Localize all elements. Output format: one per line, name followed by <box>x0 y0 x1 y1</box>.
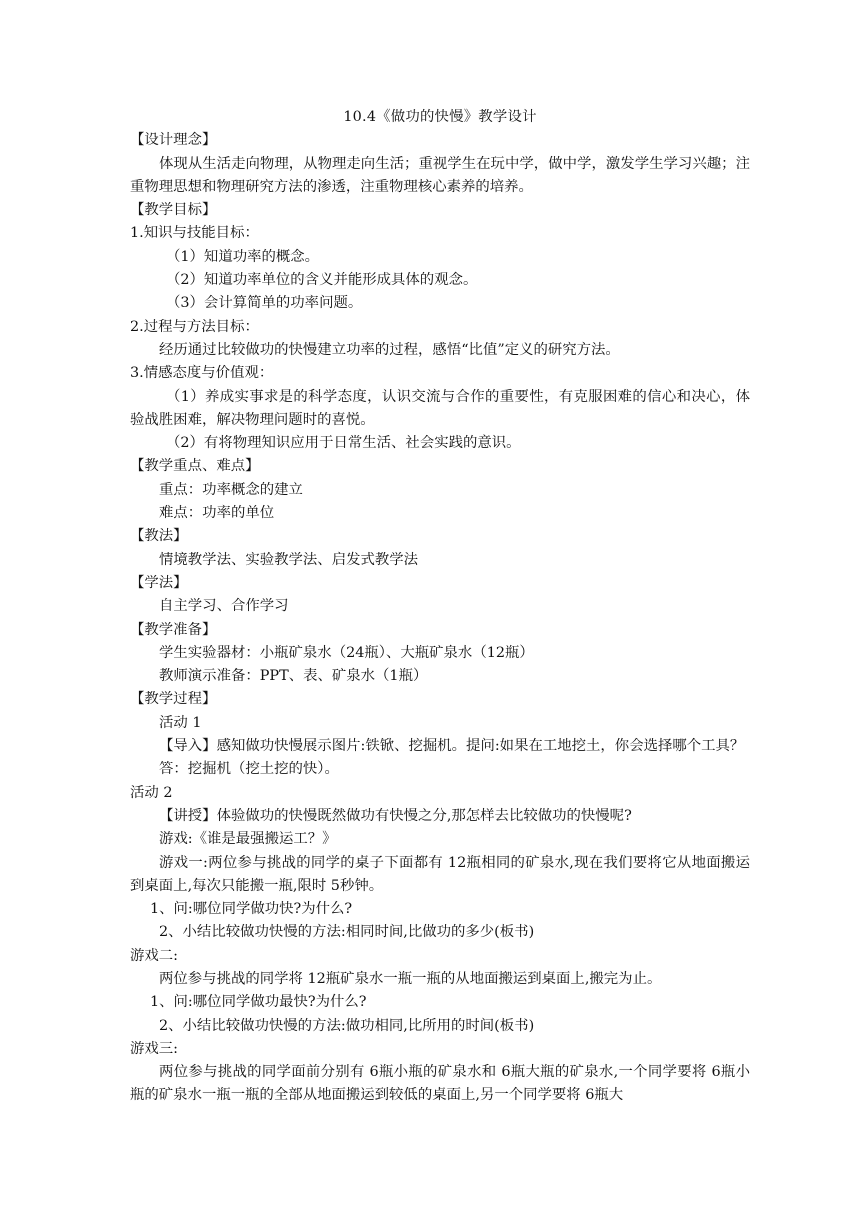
text-line: 2、小结比较做功快慢的方法:相同时间,比做功的多少(板书) <box>159 924 535 941</box>
text-line: 活动 2 <box>130 784 173 801</box>
section-heading: 【教学过程】 <box>130 691 217 708</box>
text-line: （3）会计算简单的功率问题。 <box>166 295 363 312</box>
text-line: 【导入】感知做功快慢展示图片:铁锨、挖掘机。提问:如果在工地挖土，你会选择哪个工具？ <box>159 738 745 755</box>
text-line: 游戏:《谁是最强搬运工？》 <box>159 831 337 848</box>
text-line: 自主学习、合作学习 <box>159 598 289 615</box>
text-line: 2、小结比较做功快慢的方法:做功相同,比所用的时间(板书) <box>159 1017 535 1034</box>
text-line: 1、问:哪位同学做功最快?为什么? <box>150 994 367 1011</box>
text-line: 体现从生活走向物理，从物理走向生活；重视学生在玩中学，做中学，激发学生学习兴趣；注重物理思想和物理研究方法的渗透，注重物理核心素养的培养。 <box>130 155 750 195</box>
text-line: 难点：功率的单位 <box>159 505 275 522</box>
section-heading: 【设计理念】 <box>130 132 217 149</box>
text-line: 经历通过比较做功的快慢建立功率的过程，感悟“比值”定义的研究方法。 <box>159 341 620 358</box>
text-line: 1.知识与技能目标： <box>130 225 259 242</box>
text-line: 游戏一:两位参与挑战的同学的桌子下面都有 12瓶相同的矿泉水,现在我们要将它从地面搬运到桌面上,每次只能搬一瓶,限时 5秒钟。 <box>130 854 750 894</box>
text-line: （2）知道功率单位的含义并能形成具体的观念。 <box>166 272 478 289</box>
text-line: 两位参与挑战的同学面前分别有 6瓶小瓶的矿泉水和 6瓶大瓶的矿泉水,一个同学要将 6瓶小瓶的矿泉水一瓶一瓶的全部从地面搬运到较低的桌面上,另一个同学要将 6瓶大 <box>130 1064 750 1104</box>
text-line: 【讲授】体验做功的快慢既然做功有快慢之分,那怎样去比较做功的快慢呢? <box>159 807 632 824</box>
text-line: 两位参与挑战的同学将 12瓶矿泉水一瓶一瓶的从地面搬运到桌面上,搬完为止。 <box>159 970 662 987</box>
text-line: （1）养成实事求是的科学态度，认识交流与合作的重要性，有克服困难的信心和决心，体验战胜困难，解决物理问题时的喜悦。 <box>130 388 750 428</box>
text-line: 教师演示准备：PPT、表、矿泉水（1瓶） <box>159 668 428 685</box>
text-line: 答：挖掘机（挖土挖的快）。 <box>159 761 339 778</box>
section-heading: 【教学目标】 <box>130 202 217 219</box>
section-heading: 【教学重点、难点】 <box>130 458 260 475</box>
text-line: 游戏二: <box>130 947 179 964</box>
text-line: 重点：功率概念的建立 <box>159 481 303 498</box>
text-line: 2.过程与方法目标： <box>130 318 259 335</box>
text-line: 3.情感态度与价值观： <box>130 365 274 382</box>
document-body <box>130 129 750 1107</box>
text-line: （1）知道功率的概念。 <box>166 248 320 265</box>
document-title: 10.4《做功的快慢》教学设计 <box>343 109 537 125</box>
section-heading: 【学法】 <box>130 574 188 591</box>
text-line: 1、问:哪位同学做功快?为什么? <box>150 901 353 918</box>
text-line: 学生实验器材：小瓶矿泉水（24瓶）、大瓶矿泉水（12瓶） <box>159 644 534 661</box>
text-line: （2）有将物理知识应用于日常生活、社会实践的意识。 <box>166 435 521 452</box>
section-heading: 【教法】 <box>130 528 188 545</box>
section-heading: 【教学准备】 <box>130 621 217 638</box>
text-line: 游戏三: <box>130 1040 179 1057</box>
text-line: 情境教学法、实验教学法、启发式教学法 <box>159 551 419 568</box>
text-line: 活动 1 <box>159 714 202 731</box>
document-page <box>130 106 750 1108</box>
